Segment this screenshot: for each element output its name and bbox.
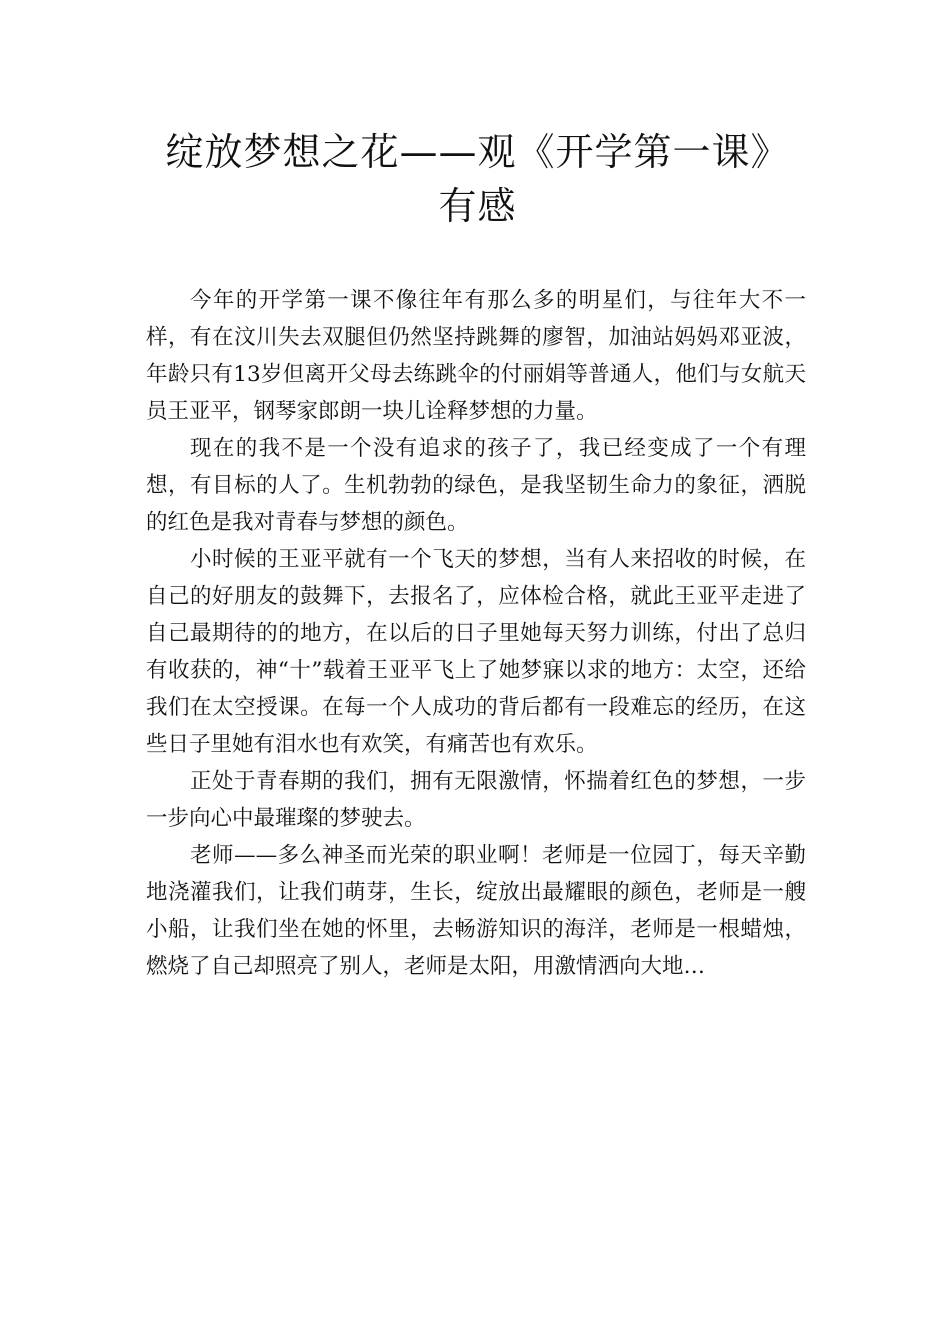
- paragraph-5: 老师——多么神圣而光荣的职业啊！老师是一位园丁，每天辛勤地浇灌我们，让我们萌芽，生长，绽放出最耀眼的颜色，老师是一艘小船，让我们坐在她的怀里，去畅游知识的海洋，老师是一根蜡烛，燃烧了自己却照亮了别人，老师是太阳，用激情洒向大地…: [146, 843, 806, 979]
- paragraph-4: 正处于青春期的我们，拥有无限激情，怀揣着红色的梦想，一步一步向心中最璀璨的梦驶去。: [146, 769, 806, 831]
- paragraph-3: 小时候的王亚平就有一个飞天的梦想，当有人来招收的时候，在自己的好朋友的鼓舞下，去报名了，应体检合格，就此王亚平走进了自己最期待的的地方，在以后的日子里她每天努力训练，付出了总归有收获的，神“十”载着王亚平飞上了她梦寐以求的地方：太空，还给我们在太空授课。在每一个人成功的背后都有一段难忘的经历，在这些日子里她有泪水也有欢笑，有痛苦也有欢乐。: [146, 547, 806, 757]
- document-body: [146, 282, 806, 985]
- document-title: 绽放梦想之花——观《开学第一课》有感: [165, 130, 790, 228]
- paragraph-2: 现在的我不是一个没有追求的孩子了，我已经变成了一个有理想，有目标的人了。生机勃勃的绿色，是我坚韧生命力的象征，洒脱的红色是我对青春与梦想的颜色。: [146, 436, 806, 535]
- paragraph-1: 今年的开学第一课不像往年有那么多的明星们，与往年大不一样，有在汶川失去双腿但仍然坚持跳舞的廖智，加油站妈妈邓亚波，年龄只有13岁但离开父母去练跳伞的付丽娟等普通人，他们与女航天员王亚平，钢琴家郎朗一块儿诠释梦想的力量。: [146, 288, 806, 424]
